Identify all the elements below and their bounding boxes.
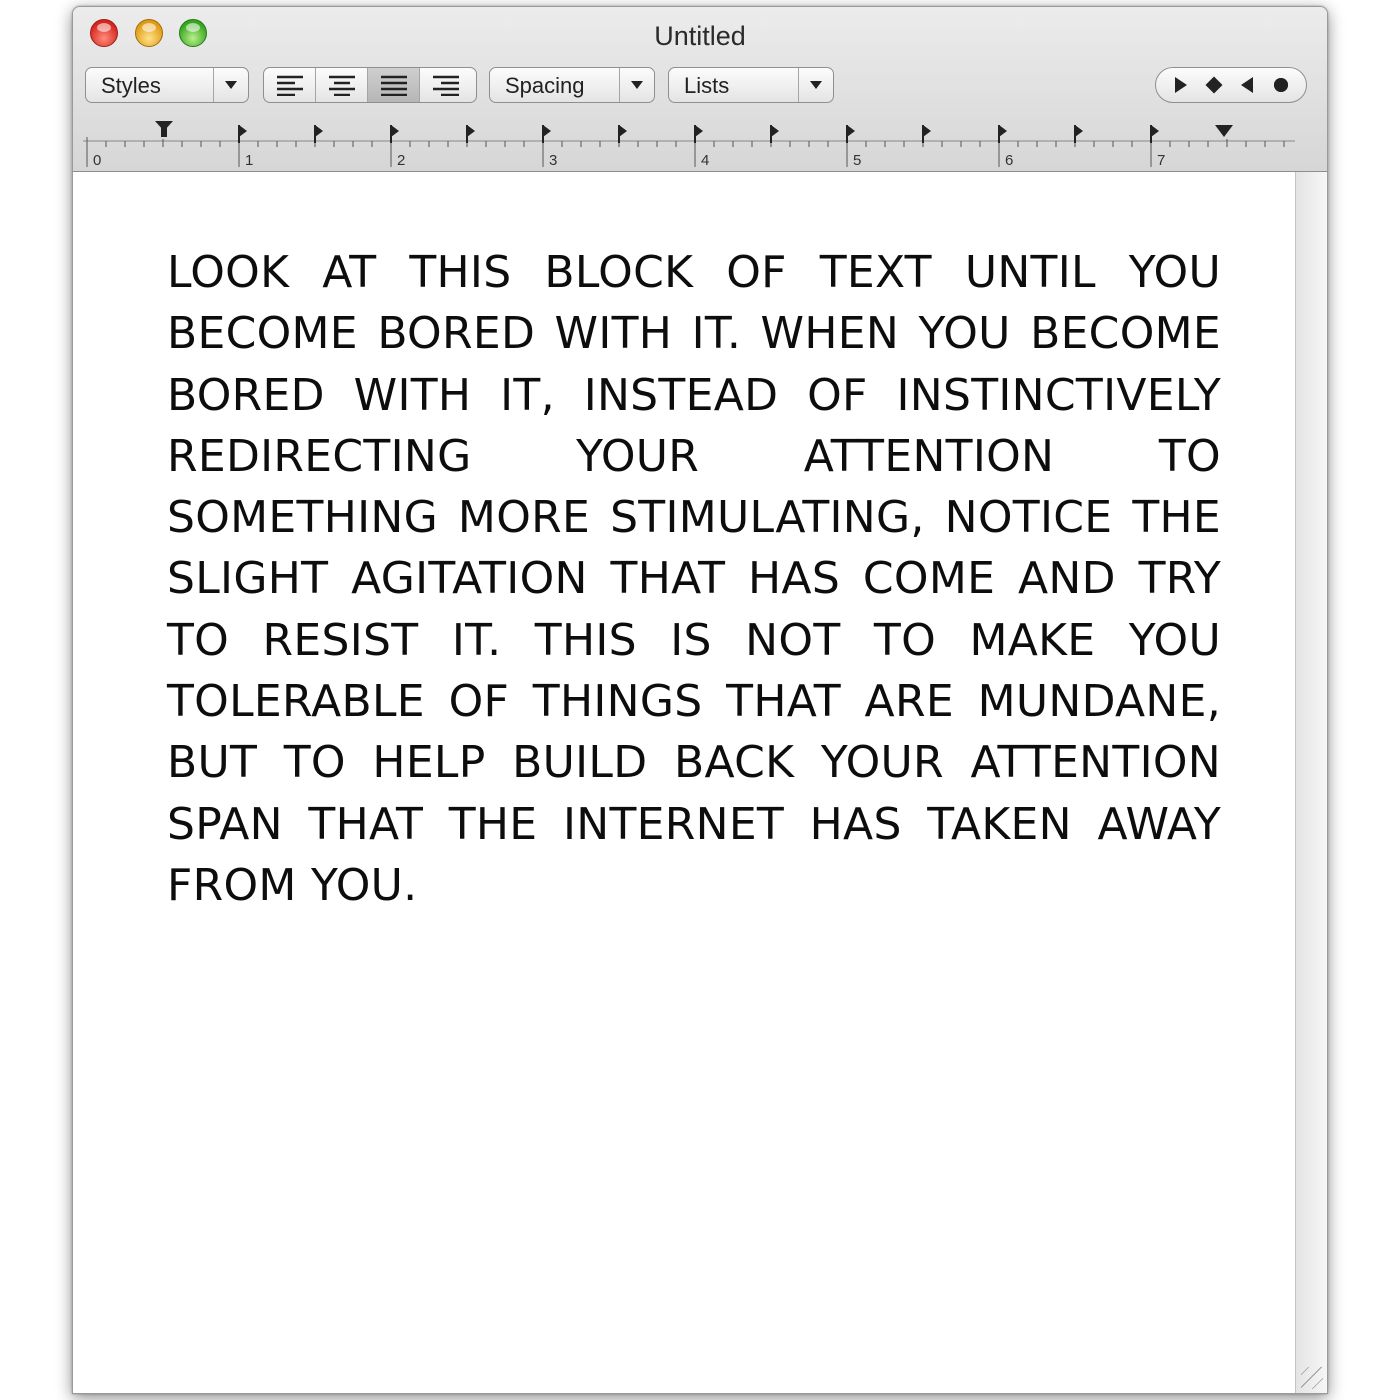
tab-stop-marker[interactable] <box>315 125 323 143</box>
spacing-popup[interactable] <box>489 67 655 103</box>
align-justify-button[interactable] <box>368 68 420 102</box>
diamond-icon[interactable] <box>1205 77 1222 94</box>
window-title: Untitled <box>654 21 746 51</box>
ruler-number: 6 <box>1005 152 1014 169</box>
ruler-number: 5 <box>853 152 862 169</box>
document-text[interactable]: LOOK AT THIS BLOCK OF TEXT UNTIL YOU BECOME BORED WITH IT. WHEN YOU BECOME BORED WITH IT, INSTEAD OF INSTINCTIVELY REDIRECTING YOUR ATTENTION TO SOMETHING MORE STIMULATING, NOTICE THE SLIGHT AGITATION THAT HAS COME AND TRY TO RESIST IT. THIS IS NOT TO MAKE YOU TOLERABLE OF THINGS THAT ARE MUNDANE, BUT TO HELP BUILD BACK YOUR ATTENTION SPAN THAT THE INTERNET HAS TAKEN AWAY FROM YOU. <box>167 247 1221 911</box>
align-justify-icon <box>379 74 409 96</box>
align-left-button[interactable] <box>264 68 316 102</box>
vertical-scrollbar[interactable] <box>1295 172 1327 1393</box>
ruler-number: 3 <box>549 152 558 169</box>
styles-label: Styles <box>101 73 161 98</box>
play-left-icon[interactable] <box>1241 77 1253 93</box>
textedit-window <box>72 6 1328 1394</box>
tab-stop-marker[interactable] <box>1075 125 1083 143</box>
tab-stop-marker[interactable] <box>467 125 475 143</box>
lists-label: Lists <box>684 73 730 98</box>
lists-popup[interactable] <box>668 67 834 103</box>
tab-stop-marker[interactable] <box>239 125 247 143</box>
align-center-button[interactable] <box>316 68 368 102</box>
tab-stop-marker[interactable] <box>847 125 855 143</box>
spacing-label: Spacing <box>505 73 585 98</box>
ruler-number: 7 <box>1157 152 1166 169</box>
chevron-down-icon <box>798 68 833 102</box>
ruler-number: 4 <box>701 152 710 169</box>
alignment-control[interactable] <box>263 67 477 103</box>
chevron-down-icon <box>213 68 248 102</box>
tab-stop-marker[interactable] <box>999 125 1007 143</box>
align-right-icon <box>431 74 461 96</box>
tab-stop-marker[interactable] <box>695 125 703 143</box>
nav-control[interactable] <box>1155 67 1307 103</box>
play-right-icon[interactable] <box>1175 77 1187 93</box>
align-left-icon <box>275 74 305 96</box>
align-right-button[interactable] <box>420 68 471 102</box>
ruler-number: 2 <box>397 152 406 169</box>
tab-stop-marker[interactable] <box>543 125 551 143</box>
tab-stop-marker[interactable] <box>1151 125 1159 143</box>
resize-grip-icon[interactable] <box>1301 1367 1323 1389</box>
tab-stop-marker[interactable] <box>391 125 399 143</box>
circle-icon[interactable] <box>1274 78 1288 92</box>
ruler-number: 0 <box>93 152 102 169</box>
align-center-icon <box>327 74 357 96</box>
tab-stop-marker[interactable] <box>923 125 931 143</box>
styles-popup[interactable] <box>85 67 249 103</box>
tab-stop-marker[interactable] <box>771 125 779 143</box>
indent-marker[interactable] <box>155 121 173 137</box>
right-margin-marker[interactable] <box>1215 125 1233 137</box>
document-area[interactable] <box>73 172 1295 1393</box>
chevron-down-icon <box>619 68 654 102</box>
ruler-labels <box>93 152 1165 169</box>
ruler[interactable] <box>73 115 1327 171</box>
ruler-tab-stops[interactable] <box>239 125 1159 143</box>
ruler-number: 1 <box>245 152 254 169</box>
tab-stop-marker[interactable] <box>619 125 627 143</box>
window-chrome <box>73 7 1327 172</box>
